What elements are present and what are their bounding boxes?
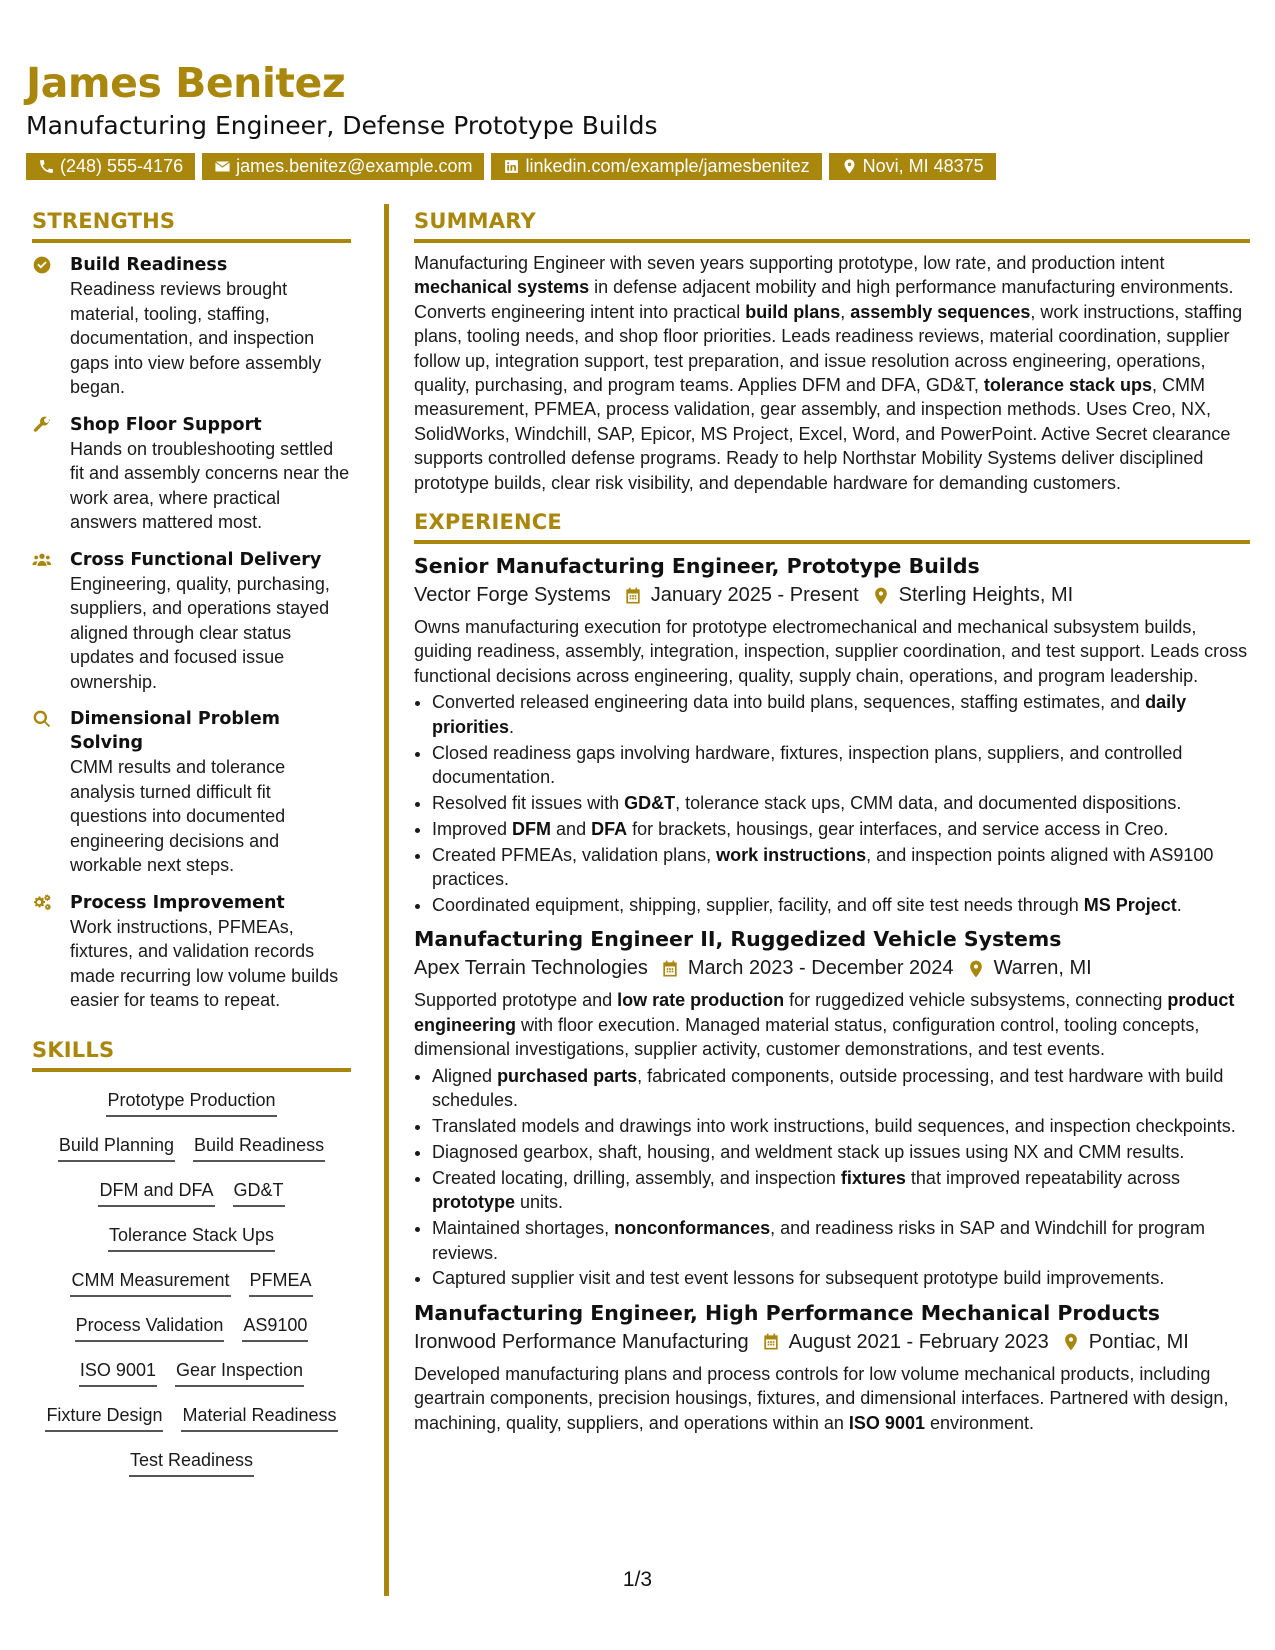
right-column bbox=[414, 206, 1250, 1435]
bullet-item bbox=[432, 1166, 1250, 1215]
check-circle-icon bbox=[32, 253, 70, 400]
job-entry bbox=[414, 552, 1250, 917]
strength-item bbox=[32, 891, 351, 1013]
text-run: , work instructions, staffing plans, tooling needs, and shop floor priorities. Leads readiness reviews, material coordination, supplier follow up, integration support, test preparation, and issue resolution across engineering, operations, quality, purchasing, and program teams. Applies DFM and DFA, GD&T, bbox=[414, 301, 1243, 396]
emphasis-text: MS Project bbox=[1083, 895, 1177, 916]
text-run: , CMM measurement, PFMEA, process validation, gear assembly, and inspection methods. Uses Creo, NX, SolidWorks, Windchill, SAP, Epicor, MS Project, Excel, Word, and PowerPoint. Active Secret clearance supports controlled defense programs. Ready to help Northstar Mobility Systems deliver disciplined prototype builds, clear risk visibility, and dependable hardware for demanding customers. bbox=[414, 375, 1231, 493]
job-dates: January 2025 - Present bbox=[650, 584, 859, 607]
job-summary bbox=[414, 988, 1250, 1061]
contact-chip[interactable] bbox=[26, 153, 195, 180]
text-run: , and readiness risks in SAP and Windchill for program reviews. bbox=[432, 1218, 1206, 1263]
candidate-role: Manufacturing Engineer, Defense Prototype Builds bbox=[26, 111, 658, 140]
skill-tag: Test Readiness bbox=[129, 1448, 254, 1477]
linkedin-icon bbox=[503, 158, 525, 175]
job-bullets bbox=[414, 1064, 1250, 1291]
summary-heading: SUMMARY bbox=[414, 206, 1250, 243]
bullet-item bbox=[432, 843, 1250, 892]
text-run: , tolerance stack ups, CMM data, and documented dispositions. bbox=[675, 792, 1182, 813]
experience-list bbox=[414, 552, 1250, 1435]
skill-tag: Build Readiness bbox=[193, 1133, 325, 1162]
strength-title: Dimensional Problem Solving bbox=[70, 709, 280, 753]
text-run: , bbox=[840, 301, 851, 322]
strengths-list bbox=[32, 253, 351, 1013]
job-title: Manufacturing Engineer II, Ruggedized Vehicle Systems bbox=[414, 927, 1062, 952]
users-icon bbox=[32, 548, 70, 695]
job-location: Pontiac, MI bbox=[1088, 1330, 1189, 1353]
emphasis-text: low rate production bbox=[617, 990, 785, 1011]
skill-tag: AS9100 bbox=[242, 1313, 308, 1342]
skill-tag: Prototype Production bbox=[106, 1088, 276, 1117]
bullet-item bbox=[432, 1064, 1250, 1113]
job-dates: August 2021 - February 2023 bbox=[788, 1330, 1049, 1353]
map-pin-icon bbox=[859, 586, 899, 606]
bullet-item bbox=[432, 1114, 1250, 1138]
contact-chip[interactable] bbox=[202, 153, 484, 180]
emphasis-text: prototype bbox=[432, 1192, 515, 1213]
text-run: for brackets, housings, gear interfaces, and service access in Creo. bbox=[627, 818, 1169, 839]
page-number: 1/3 bbox=[622, 1568, 653, 1591]
skill-tag: Fixture Design bbox=[45, 1403, 163, 1432]
strength-item bbox=[32, 253, 351, 400]
company-name: Vector Forge Systems bbox=[414, 584, 611, 607]
text-run: environment. bbox=[924, 1412, 1035, 1433]
text-run: Owns manufacturing execution for prototype electromechanical and mechanical subsystem builds, guiding readiness, assembly, integration, inspection, supplier coordination, and test support. Leads cross functional decisions across engineering, quality, supply chain, operations, and program leadership. bbox=[414, 617, 1248, 686]
text-run: Created locating, drilling, assembly, and inspection bbox=[432, 1167, 841, 1188]
text-run: Supported prototype and bbox=[414, 990, 618, 1011]
job-entry bbox=[414, 925, 1250, 1290]
emphasis-text: fixtures bbox=[840, 1167, 906, 1188]
skill-tag: PFMEA bbox=[249, 1268, 313, 1297]
contact-text: linkedin.com/example/jamesbenitez bbox=[525, 156, 810, 176]
strength-item bbox=[32, 548, 351, 695]
calendar-icon bbox=[749, 1332, 789, 1352]
strength-description: Engineering, quality, purchasing, suppliers, and operations stayed aligned through clear status updates and focused issue ownership. bbox=[70, 573, 330, 692]
job-summary bbox=[414, 615, 1250, 688]
job-entry bbox=[414, 1299, 1250, 1435]
text-run: units. bbox=[515, 1192, 564, 1213]
contact-text: Novi, MI 48375 bbox=[862, 156, 984, 176]
text-run: , and inspection points aligned with AS9100 practices. bbox=[432, 844, 1214, 890]
strengths-heading: STRENGTHS bbox=[32, 206, 351, 243]
job-summary bbox=[414, 1362, 1250, 1435]
emphasis-text: daily priorities bbox=[432, 692, 1187, 737]
strength-title: Cross Functional Delivery bbox=[70, 549, 322, 570]
skills-heading: SKILLS bbox=[32, 1035, 351, 1072]
skill-tag: GD&T bbox=[233, 1178, 285, 1207]
wrench-icon bbox=[32, 413, 70, 535]
text-run: . bbox=[509, 716, 515, 737]
job-title: Manufacturing Engineer, High Performance Mechanical Products bbox=[414, 1300, 1160, 1325]
text-run: Captured supplier visit and test event lessons for subsequent prototype build improvements. bbox=[432, 1268, 1165, 1289]
bullet-item bbox=[432, 1266, 1250, 1290]
map-pin-icon bbox=[954, 959, 994, 979]
strength-description: Hands on troubleshooting settled fit and assembly concerns near the work area, where practical answers mattered most. bbox=[70, 438, 350, 532]
contact-bar bbox=[26, 153, 1003, 180]
search-icon bbox=[32, 707, 70, 878]
skill-row bbox=[32, 1088, 351, 1133]
skill-tag: Tolerance Stack Ups bbox=[108, 1223, 275, 1252]
text-run: Translated models and drawings into work instructions, build sequences, and inspection checkpoints. bbox=[432, 1115, 1236, 1136]
bullet-item bbox=[432, 690, 1250, 739]
strength-description: CMM results and tolerance analysis turned difficult fit questions into documented engineering decisions and workable next steps. bbox=[70, 757, 286, 875]
skill-row bbox=[32, 1178, 351, 1223]
bullet-item bbox=[432, 893, 1250, 917]
skill-row bbox=[32, 1313, 351, 1358]
strength-title: Shop Floor Support bbox=[70, 414, 262, 435]
emphasis-text: DFA bbox=[591, 818, 628, 839]
skills-section bbox=[32, 1035, 351, 1493]
text-run: Aligned bbox=[432, 1065, 498, 1086]
skill-tag: Build Planning bbox=[58, 1133, 175, 1162]
skill-row bbox=[32, 1358, 351, 1403]
skill-row bbox=[32, 1133, 351, 1178]
skill-row bbox=[32, 1448, 351, 1493]
company-name: Apex Terrain Technologies bbox=[414, 957, 648, 980]
text-run: Manufacturing Engineer with seven years supporting prototype, low rate, and production intent bbox=[414, 253, 1165, 273]
bullet-item bbox=[432, 1216, 1250, 1265]
emphasis-text: mechanical systems bbox=[414, 277, 590, 298]
text-run: Improved bbox=[432, 818, 513, 839]
skill-row bbox=[32, 1403, 351, 1448]
emphasis-text: nonconformances bbox=[614, 1218, 771, 1239]
text-run: in defense adjacent mobility and high performance manufacturing environments. Converts engineering intent into practical bbox=[414, 277, 1234, 322]
phone-icon bbox=[38, 158, 60, 175]
text-run: Developed manufacturing plans and process controls for low volume mechanical products, including geartrain components, precision housings, fixtures, and dimensional interfaces. Partnered with design, machining, quality, suppliers, and operations within an bbox=[414, 1363, 1229, 1433]
text-run: , fabricated components, outside processing, and test hardware with build schedules. bbox=[432, 1065, 1224, 1111]
text-run: . bbox=[1176, 895, 1182, 916]
skill-tag: Material Readiness bbox=[181, 1403, 337, 1432]
job-meta bbox=[414, 580, 1250, 611]
strength-description: Work instructions, PFMEAs, fixtures, and validation records made recurring low volume builds easier for teams to repeat. bbox=[70, 916, 339, 1010]
company-name: Ironwood Performance Manufacturing bbox=[414, 1330, 749, 1353]
strength-title: Build Readiness bbox=[70, 255, 228, 275]
calendar-icon bbox=[611, 586, 651, 606]
job-location: Sterling Heights, MI bbox=[898, 584, 1074, 607]
skill-tag: DFM and DFA bbox=[98, 1178, 214, 1207]
job-title: Senior Manufacturing Engineer, Prototype Builds bbox=[414, 554, 980, 579]
bullet-item bbox=[432, 791, 1250, 815]
strength-description: Readiness reviews brought material, tooling, staffing, documentation, and inspection gaps into view before assembly began. bbox=[70, 279, 322, 397]
strength-title: Process Improvement bbox=[70, 892, 285, 913]
text-run: Coordinated equipment, shipping, supplier, facility, and off site test needs through bbox=[432, 895, 1084, 916]
gears-icon bbox=[32, 891, 70, 1013]
map-pin-icon bbox=[1049, 1332, 1089, 1352]
skill-tag: Gear Inspection bbox=[175, 1358, 304, 1387]
text-run: Diagnosed gearbox, shaft, housing, and weldment stack up issues using NX and CMM results. bbox=[432, 1141, 1185, 1162]
skill-tag: Process Validation bbox=[75, 1313, 225, 1342]
emphasis-text: purchased parts bbox=[497, 1065, 638, 1086]
emphasis-text: work instructions bbox=[716, 844, 867, 865]
job-location: Warren, MI bbox=[993, 957, 1092, 980]
strength-item bbox=[32, 413, 351, 535]
text-run: Created PFMEAs, validation plans, bbox=[432, 844, 717, 865]
resume-header bbox=[26, 58, 1256, 176]
text-run: Closed readiness gaps involving hardware, fixtures, inspection plans, suppliers, and controlled documentation. bbox=[432, 742, 1183, 787]
summary-text bbox=[414, 251, 1250, 495]
text-run: for ruggedized vehicle subsystems, connecting bbox=[784, 990, 1168, 1011]
calendar-icon bbox=[648, 959, 688, 979]
text-run: Converted released engineering data into build plans, sequences, staffing estimates, and bbox=[432, 692, 1146, 713]
contact-chip[interactable] bbox=[829, 153, 996, 180]
strength-item bbox=[32, 707, 351, 878]
job-meta bbox=[414, 1327, 1250, 1358]
job-bullets bbox=[414, 690, 1250, 917]
job-dates: March 2023 - December 2024 bbox=[687, 957, 954, 980]
text-run: and bbox=[551, 818, 592, 839]
contact-chip[interactable] bbox=[491, 153, 821, 180]
map-pin-icon bbox=[841, 158, 863, 175]
bullet-item bbox=[432, 741, 1250, 790]
text-run: with floor execution. Managed material status, configuration control, tooling concepts, dimensional investigations, supplier activity, customer demonstrations, and test events. bbox=[414, 1014, 1200, 1060]
candidate-name: James Benitez bbox=[26, 59, 346, 107]
skill-row bbox=[32, 1268, 351, 1313]
left-column bbox=[32, 206, 351, 1493]
envelope-icon bbox=[214, 158, 236, 175]
emphasis-text: build plans bbox=[745, 301, 841, 322]
text-run: that improved repeatability across bbox=[905, 1167, 1181, 1188]
emphasis-text: DFM bbox=[512, 818, 552, 839]
text-run: Maintained shortages, bbox=[432, 1218, 615, 1239]
emphasis-text: GD&T bbox=[624, 792, 676, 813]
column-divider bbox=[384, 204, 389, 1596]
skill-row bbox=[32, 1223, 351, 1268]
skill-tag: CMM Measurement bbox=[70, 1268, 230, 1297]
emphasis-text: ISO 9001 bbox=[848, 1412, 925, 1433]
contact-text: james.benitez@example.com bbox=[236, 156, 473, 176]
emphasis-text: product engineering bbox=[414, 990, 1235, 1035]
contact-text: (248) 555-4176 bbox=[60, 156, 184, 176]
emphasis-text: tolerance stack ups bbox=[983, 375, 1152, 396]
job-meta bbox=[414, 953, 1250, 984]
experience-heading: EXPERIENCE bbox=[414, 507, 1250, 544]
emphasis-text: assembly sequences bbox=[850, 301, 1031, 322]
bullet-item bbox=[432, 1140, 1250, 1164]
bullet-item bbox=[432, 817, 1250, 841]
skill-tag: ISO 9001 bbox=[79, 1358, 157, 1387]
skills-list bbox=[32, 1088, 351, 1493]
text-run: Resolved fit issues with bbox=[432, 792, 625, 813]
